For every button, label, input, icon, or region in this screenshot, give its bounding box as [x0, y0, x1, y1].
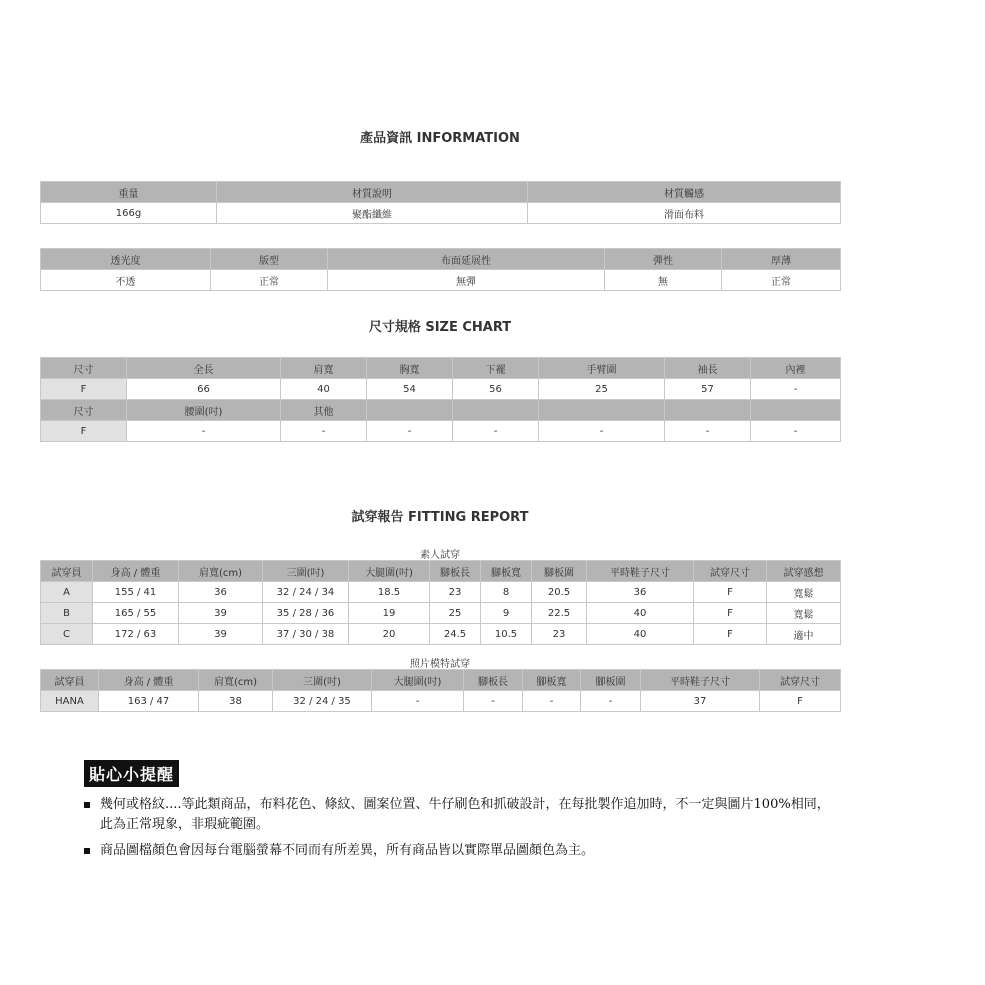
value-material: 聚酯纖維	[217, 203, 528, 224]
header-weight: 重量	[41, 182, 217, 203]
fit-value-cell: 39	[179, 603, 263, 624]
model-value-cell: -	[372, 691, 464, 712]
fit-header-cell: 大腿圍(吋)	[349, 561, 430, 582]
fit-value-cell: F	[694, 624, 767, 645]
fit-tester-cell: B	[41, 603, 93, 624]
model-value-cell: 38	[199, 691, 273, 712]
fit-value-cell: 20	[349, 624, 430, 645]
model-header-cell: 大腿圍(吋)	[372, 670, 464, 691]
model-fitting-table	[40, 669, 841, 712]
fitting-header-row	[41, 561, 841, 582]
size-value-cell: 25	[539, 379, 665, 400]
size-chart-table	[40, 357, 841, 442]
fit-value-cell: 寬鬆	[767, 582, 841, 603]
size-header-cell: 下襬	[453, 358, 539, 379]
fit-header-cell: 腳板長	[430, 561, 481, 582]
size-value-cell: -	[539, 421, 665, 442]
model-header-row	[41, 670, 841, 691]
fit-tester-cell: C	[41, 624, 93, 645]
size-header-cell	[367, 400, 453, 421]
size-value-cell: 56	[453, 379, 539, 400]
model-tester-cell: HANA	[41, 691, 99, 712]
fit-value-cell: 36	[179, 582, 263, 603]
info-section-title: 產品資訊 INFORMATION	[360, 131, 520, 146]
fit-header-cell: 腳板寬	[481, 561, 532, 582]
model-header-cell: 腳板長	[464, 670, 523, 691]
fit-value-cell: 165 / 55	[93, 603, 179, 624]
header-elasticity: 彈性	[605, 249, 722, 270]
model-value-cell: 32 / 24 / 35	[273, 691, 372, 712]
model-value-cell: -	[464, 691, 523, 712]
value-fit-type: 正常	[211, 270, 328, 291]
size-header-cell: 其他	[281, 400, 367, 421]
header-stretch: 布面延展性	[328, 249, 605, 270]
size-header-cell: 肩寬	[281, 358, 367, 379]
fit-value-cell: 23	[430, 582, 481, 603]
model-header-cell: 三圍(吋)	[273, 670, 372, 691]
size-row-1	[41, 379, 841, 400]
model-header-cell: 腳板圍	[581, 670, 641, 691]
size-header-cell: 腰圍(吋)	[127, 400, 281, 421]
header-opacity: 透光度	[41, 249, 211, 270]
size-header-row-1	[41, 358, 841, 379]
fit-value-cell: 23	[532, 624, 587, 645]
header-fit-type: 版型	[211, 249, 328, 270]
header-thickness: 厚薄	[722, 249, 841, 270]
size-value-cell: -	[127, 421, 281, 442]
model-header-cell: 平時鞋子尺寸	[641, 670, 760, 691]
fit-value-cell: 40	[587, 624, 694, 645]
fit-header-cell: 試穿尺寸	[694, 561, 767, 582]
model-value-cell: -	[581, 691, 641, 712]
square-bullet-icon	[84, 848, 90, 854]
size-header-cell: 胸寬	[367, 358, 453, 379]
fit-value-cell: 寬鬆	[767, 603, 841, 624]
fit-value-cell: 20.5	[532, 582, 587, 603]
size-row-2	[41, 421, 841, 442]
fit-value-cell: 40	[587, 603, 694, 624]
fit-value-cell: 適中	[767, 624, 841, 645]
value-weight: 166g	[41, 203, 217, 224]
fit-value-cell: 172 / 63	[93, 624, 179, 645]
model-row	[41, 691, 841, 712]
size-header-cell	[539, 400, 665, 421]
material-table	[40, 181, 841, 224]
fabric-properties-table	[40, 248, 841, 291]
size-header-cell	[751, 400, 841, 421]
model-header-cell: 腳板寬	[523, 670, 581, 691]
size-header-cell: 內裡	[751, 358, 841, 379]
value-texture: 滑面布料	[528, 203, 841, 224]
amateur-fitting-table	[40, 560, 841, 645]
size-value-cell: -	[453, 421, 539, 442]
fit-header-cell: 平時鞋子尺寸	[587, 561, 694, 582]
fit-value-cell: 32 / 24 / 34	[263, 582, 349, 603]
fit-value-cell: 36	[587, 582, 694, 603]
fit-value-cell: 39	[179, 624, 263, 645]
model-value-cell: 37	[641, 691, 760, 712]
amateur-fitting-caption: 素人試穿	[420, 550, 460, 561]
notice-text: 商品圖檔顏色會因每台電腦螢幕不同而有所差異，所有商品皆以實際單品圖顏色為主。	[100, 843, 595, 858]
notice-text: 幾何或格紋....等此類商品，布料花色、條紋、圖案位置、牛仔刷色和抓破設計，在每批製作追加時，不一定與圖片100%相同，此為正常現象，非瑕疵範圍。	[100, 797, 830, 832]
model-value-cell: F	[760, 691, 841, 712]
fit-value-cell: 9	[481, 603, 532, 624]
fit-header-cell: 肩寬(cm)	[179, 561, 263, 582]
model-header-cell: 身高 / 體重	[99, 670, 199, 691]
fit-header-cell: 身高 / 體重	[93, 561, 179, 582]
size-header-row-2	[41, 400, 841, 421]
size-header-cell: 手臂圍	[539, 358, 665, 379]
size-header-cell: 尺寸	[41, 358, 127, 379]
size-value-cell: 40	[281, 379, 367, 400]
size-value-cell: -	[751, 379, 841, 400]
size-value-cell: -	[751, 421, 841, 442]
header-material: 材質說明	[217, 182, 528, 203]
fit-value-cell: 8	[481, 582, 532, 603]
fit-header-cell: 三圍(吋)	[263, 561, 349, 582]
fit-value-cell: 19	[349, 603, 430, 624]
size-value-cell: -	[281, 421, 367, 442]
fit-tester-cell: A	[41, 582, 93, 603]
fit-value-cell: 25	[430, 603, 481, 624]
size-header-cell	[665, 400, 751, 421]
fit-value-cell: 24.5	[430, 624, 481, 645]
fit-value-cell: 22.5	[532, 603, 587, 624]
fit-value-cell: 37 / 30 / 38	[263, 624, 349, 645]
size-value-cell: 66	[127, 379, 281, 400]
fit-value-cell: 18.5	[349, 582, 430, 603]
fit-header-cell: 腳板圍	[532, 561, 587, 582]
value-stretch: 無彈	[328, 270, 605, 291]
model-header-cell: 肩寬(cm)	[199, 670, 273, 691]
size-header-cell: 袖長	[665, 358, 751, 379]
fit-row	[41, 603, 841, 624]
notice-item	[82, 841, 842, 861]
size-value-cell: -	[665, 421, 751, 442]
model-header-cell: 試穿尺寸	[760, 670, 841, 691]
fitting-section-title: 試穿報告 FITTING REPORT	[351, 510, 529, 525]
size-section-title: 尺寸規格 SIZE CHART	[368, 320, 512, 335]
fit-header-cell: 試穿感想	[767, 561, 841, 582]
size-header-cell	[453, 400, 539, 421]
fit-row	[41, 624, 841, 645]
fit-value-cell: 10.5	[481, 624, 532, 645]
fit-value-cell: 35 / 28 / 36	[263, 603, 349, 624]
notice-title: 貼心小提醒	[84, 760, 179, 787]
fit-row	[41, 582, 841, 603]
square-bullet-icon	[84, 802, 90, 808]
fit-header-cell: 試穿員	[41, 561, 93, 582]
size-header-cell: 尺寸	[41, 400, 127, 421]
size-value-cell: 57	[665, 379, 751, 400]
model-value-cell: 163 / 47	[99, 691, 199, 712]
fit-value-cell: F	[694, 603, 767, 624]
fit-value-cell: 155 / 41	[93, 582, 179, 603]
header-texture: 材質觸感	[528, 182, 841, 203]
value-opacity: 不透	[41, 270, 211, 291]
notice-item	[82, 795, 842, 835]
size-value-cell: 54	[367, 379, 453, 400]
model-value-cell: -	[523, 691, 581, 712]
size-label-cell: F	[41, 421, 127, 442]
size-label-cell: F	[41, 379, 127, 400]
model-header-cell: 試穿員	[41, 670, 99, 691]
notice-list	[82, 795, 842, 867]
size-header-cell: 全長	[127, 358, 281, 379]
value-thickness: 正常	[722, 270, 841, 291]
value-elasticity: 無	[605, 270, 722, 291]
size-value-cell: -	[367, 421, 453, 442]
fit-value-cell: F	[694, 582, 767, 603]
model-fitting-caption: 照片模特試穿	[410, 659, 470, 670]
